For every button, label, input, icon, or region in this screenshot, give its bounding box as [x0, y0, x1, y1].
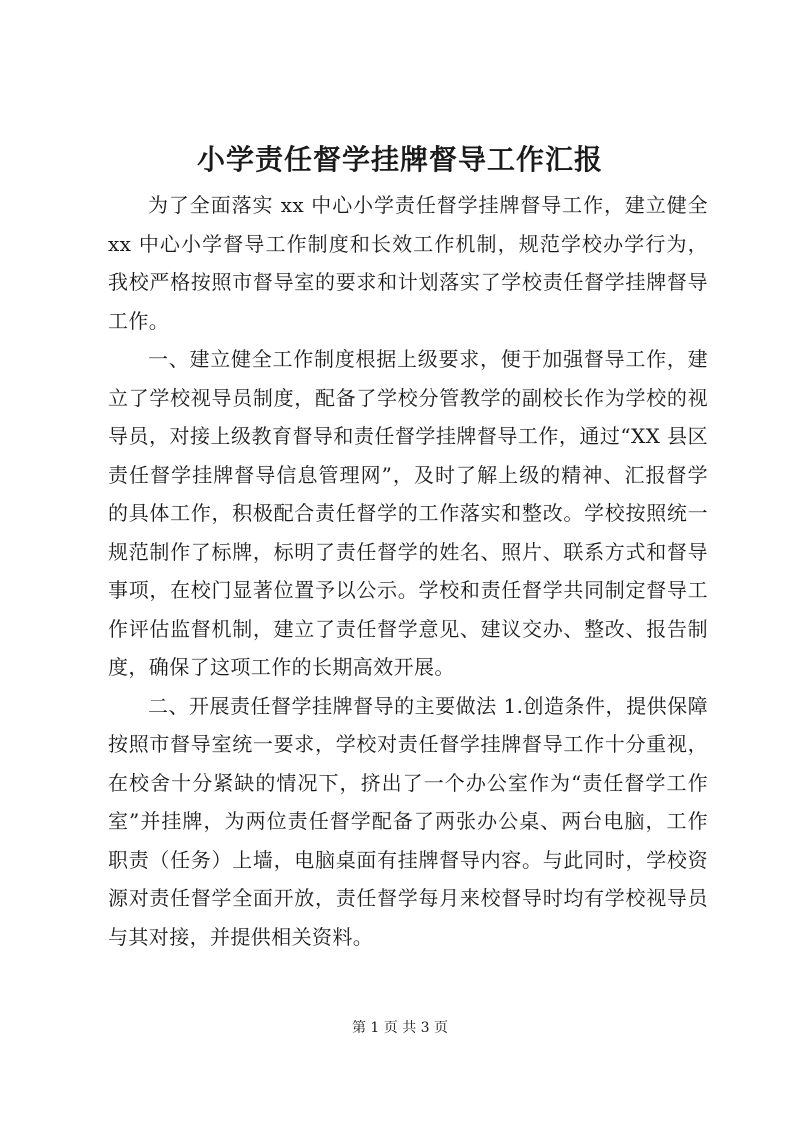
- paragraph-section-2: 二、开展责任督学挂牌督导的主要做法 1.创造条件，提供保障按照市督导室统一要求，学校对责任督学挂牌督导工作十分重视，在校舍十分紧缺的情况下，挤出了一个办公室作为“责任督学工作室”并挂牌，为两位责任督学配备了两张办公桌、两台电脑，工作职责（任务）上墙，电脑桌面有挂牌督导内容。与此同时，学校资源对责任督学全面开放，责任督学每月来校督导时均有学校视导员与其对接，并提供相关资料。: [108, 693, 708, 949]
- page-footer: 第 1 页 共 3 页: [351, 1020, 449, 1036]
- paragraph-section-1: 一、建立健全工作制度根据上级要求，便于加强督导工作，建立了学校视导员制度，配备了学校分管教学的副校长作为学校的视导员，对接上级教育督导和责任督学挂牌督导工作，通过“XX 县区责任督学挂牌督导信息管理网”，及时了解上级的精神、汇报督学的具体工作，积极配合责任督学的工作落实和整改。学校按照统一规范制作了标牌，标明了责任督学的姓名、照片、联系方式和督导事项，在校门显著位置予以公示。学校和责任督学共同制定督导工作评估监督机制，建立了责任督学意见、建议交办、整改、报告制度，确保了这项工作的长期高效开展。: [108, 347, 708, 679]
- document-body: [108, 186, 708, 956]
- document-title: 小学责任督学挂牌督导工作汇报: [196, 143, 603, 176]
- paragraph-intro: 为了全面落实 xx 中心小学责任督学挂牌督导工作，建立健全 xx 中心小学督导工作制度和长效工作机制，规范学校办学行为，我校严格按照市督导室的要求和计划落实了学校责任督学挂牌督导工作。: [108, 193, 708, 333]
